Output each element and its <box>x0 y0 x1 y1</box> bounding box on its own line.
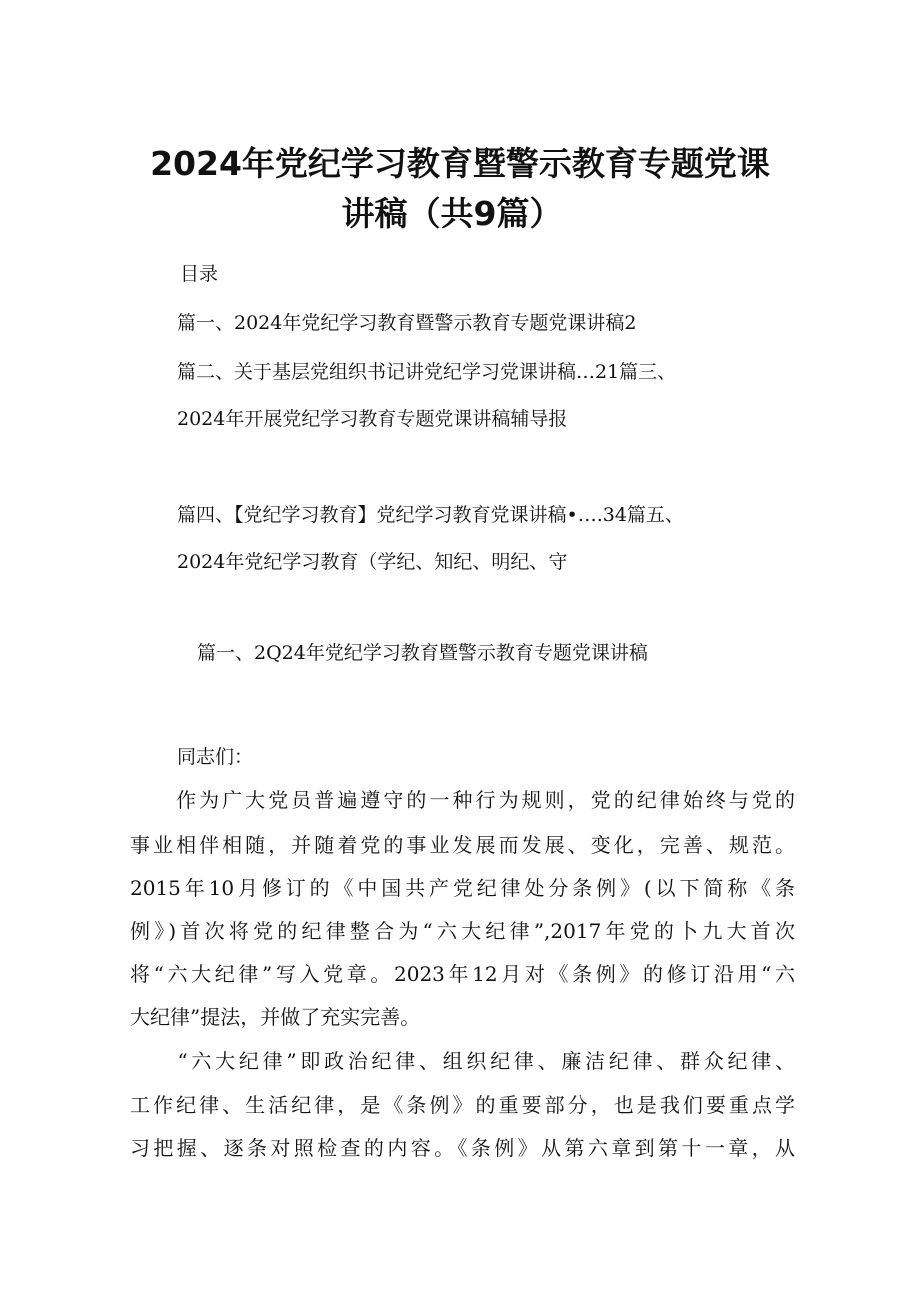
paragraph-1-line: 将“六大纪律”写入党章。2023年12月对《条例》的修订沿用“六 <box>130 962 795 986</box>
paragraph-2-line: 工作纪律、生活纪律，是《条例》的重要部分，也是我们要重点学 <box>130 1093 795 1117</box>
toc-entry-4-line-1: 篇四、【党纪学习教育】党纪学习教育党课讲稿•….34篇五、 <box>177 504 684 526</box>
paragraph-1-line: 2015年10月修订的《中国共产党纪律处分条例》(以下简称《条 <box>130 876 795 900</box>
paragraph-2-line: “六大纪律”即政治纪律、组织纪律、廉洁纪律、群众纪律、 <box>130 1049 795 1073</box>
section-heading: 篇一、2Q24年党纪学习教育暨警示教育专题党课讲稿 <box>197 642 648 664</box>
paragraph-2-line: 习把握、逐条对照检查的内容。《条例》从第六章到第十一章，从 <box>130 1136 795 1160</box>
greeting: 同志们： <box>177 746 254 768</box>
paragraph-1-line: 事业相伴相随，并随着党的事业发展而发展、变化，完善、规范。 <box>130 833 795 857</box>
paragraph-1-line: 大纪律”提法，并做了充实完善。 <box>130 1005 421 1029</box>
toc-label: 目录 <box>180 263 219 285</box>
paragraph-1-line: 例》)首次将党的纪律整合为“六大纪律”,2017年党的卜九大首次 <box>130 919 795 943</box>
toc-entry-4-line-2: 2024年党纪学习教育（学纪、知纪、明纪、守 <box>177 551 568 573</box>
toc-entry-1: 篇一、2024年党纪学习教育暨警示教育专题党课讲稿2 <box>177 312 637 334</box>
paragraph-1-line: 作为广大党员普遍遵守的一种行为规则，党的纪律始终与党的 <box>130 788 795 812</box>
document-title-line-2: 讲稿（共9篇） <box>341 194 563 233</box>
document-title-line-1: 2024年党纪学习教育暨警示教育专题党课 <box>150 144 770 183</box>
toc-entry-2-line-1: 篇二、关于基层党组织书记讲党纪学习党课讲稿…21篇三、 <box>177 361 677 383</box>
toc-entry-2-line-2: 2024年开展党纪学习教育专题党课讲稿辅导报 <box>177 408 568 430</box>
